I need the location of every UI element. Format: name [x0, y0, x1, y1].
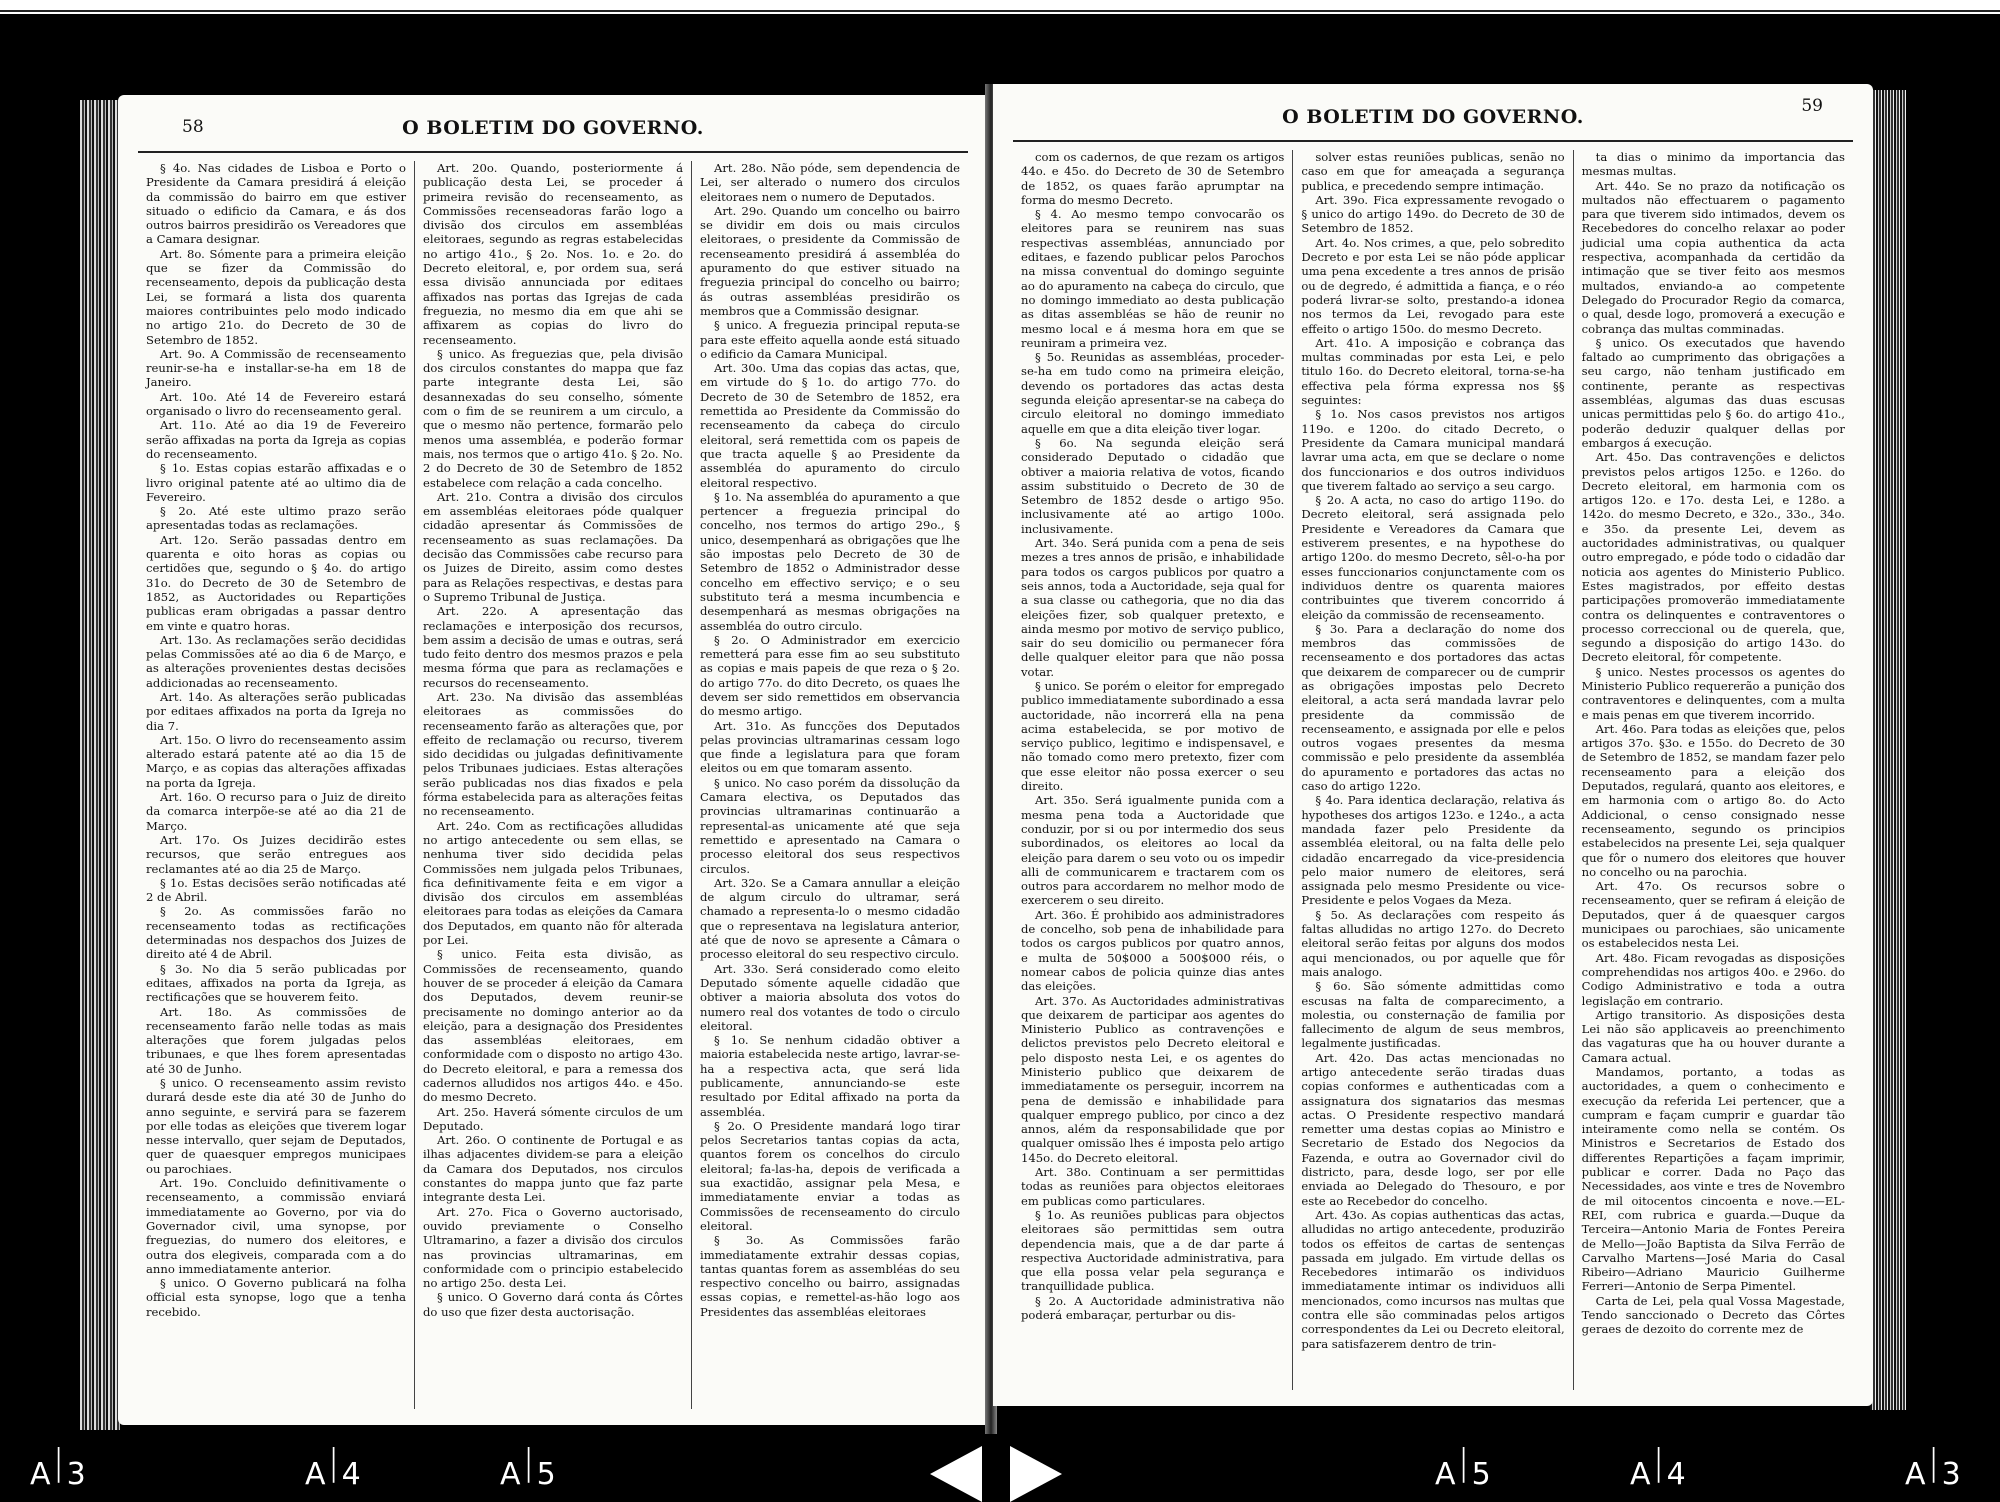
paragraph: Artigo transitorio. As disposições desta Lei não são applicaveis ao preenchimento das vagaturas que ha ou houver durante a Camara actual. [1581, 1007, 1845, 1065]
left-column-2 [415, 161, 692, 1409]
right-page-stack-edge [1870, 90, 1906, 1410]
center-arrow-right-icon [1010, 1446, 1062, 1502]
paragraph: Art. 43o. As copias authenticas das actas, alludidas no artigo antecedente, produzirão todos os effeitos de cartas de sentenças passada em julgado. Em virtude dellas os Recebedores intimarão os individuos immediatamente intimar os individuos alli mencionados, como incursos nas multas que contra elle são comminadas pelos artigos correspondentes da Lei ou Decreto eleitoral, para satisfazerem dentro de trin- [1301, 1207, 1565, 1351]
paragraph: Art. 20o. Quando, posteriormente á publicação desta Lei, se proceder á primeira revisão do recenseamento, as Commissões recenseadoras farão logo a divisão dos circulos em assembléas eleitoraes, segundo as regras estabelecidas no artigo 41o., § 2o. Nos. 1o. e 2o. do Decreto eleitoral, e, por ordem sua, será essa divisão annunciada por editaes affixados nas portas das Igrejas de cada freguezia, no mesmo dia em que ahi se affixarem as copias do livro do recenseamento. [423, 161, 683, 347]
paragraph: Art. 35o. Será igualmente punida com a mesma pena toda a Auctoridade que conduzir, por si ou por intermedio dos seus subordinados, os eleitores ao local da eleição para darem o seu voto ou os impedir alli de communicarem e tractarem com os outros para accordarem no melhor modo de exercerem o seu direito. [1021, 793, 1285, 908]
paragraph: § 5o. As declarações com respeito ás faltas alludidas no artigo 127o. do Decreto eleitoral serão feitas por alguns dos modos aqui mencionados, ou por aquelle que fôr mais analogo. [1301, 907, 1565, 979]
marker-a4-right: A|4 [1630, 1442, 1686, 1492]
paragraph: Art. 22o. A apresentação das reclamações e interposição dos recursos, bem assim a decisão de umas e outras, será tudo feito dentro dos mesmos prazos e pela mesma fórma que para as reclamações e recursos do recenseamento. [423, 604, 683, 690]
center-arrow-left-icon [930, 1446, 982, 1502]
paragraph: Art. 4o. Nos crimes, a que, pelo sobredito Decreto e por esta Lei se não póde applicar uma pena excedente a tres annos de prisão ou de degredo, é admittida a fiança, e o réo poderá livrar-se solto, prestando-a idonea nos termos da Lei, revogado para este effeito o artigo 150o. do mesmo Decreto. [1301, 235, 1565, 336]
marker-a5-left: A|5 [500, 1442, 556, 1492]
paragraph: Art. 18o. As commissões de recenseamento farão nelle todas as mais alterações que forem julgadas pelos tribunaes, e que lhes forem apresentadas até 30 de Junho. [146, 1004, 406, 1076]
right-page-header [1013, 96, 1853, 142]
right-page [993, 84, 1873, 1406]
scan-markers [0, 1430, 2000, 1502]
paragraph: Art. 31o. As funcções dos Deputados pelas provincias ultramarinas cessam logo que finde a legislatura para que foram eleitos ou em que tomaram assento. [700, 718, 960, 776]
paragraph: Art. 41o. A imposição e cobrança das multas comminadas por esta Lei, e pelo titulo 16o. do Decreto eleitoral, torna-se-ha effectiva pela fórma expressa nos §§ seguintes: [1301, 335, 1565, 408]
paragraph: § unico. No caso porém da dissolução da Camara electiva, os Deputados das provincias ultramarinas continuarão a represental-as unicamente até que seja remettido e apresentado na Camara o processo eleitoral dos seus respectivos circulos. [700, 775, 960, 876]
right-column-3 [1574, 150, 1853, 1390]
paragraph: § 2o. A acta, no caso do artigo 119o. do Decreto eleitoral, será assignada pelo Presidente e Vereadores da Camara que estiverem presentes, e na hypothese do artigo 120o. do mesmo Decreto, sêl-o-ha por esses funccionarios conjunctamente com os individuos dentre os quarenta maiores contribuintes que tiverem concorrido á eleição da commissão de recenseamento. [1301, 493, 1565, 622]
paragraph: § 1o. Nos casos previstos nos artigos 119o. e 120o. do citado Decreto, o Presidente da Camara municipal mandará lavrar uma acta, em que se declare o nome dos funccionarios e dos outros individuos que tiverem faltado ao serviço a seu cargo. [1301, 407, 1565, 493]
paragraph: Art. 23o. Na divisão das assembléas eleitoraes as commissões do recenseamento farão as alterações que, por effeito de reclamação ou recurso, tiverem sido decididas ou julgadas definitivamente pelos Tribunaes judiciaes. Estas alterações serão publicadas nos dias fixados e pela fórma estabelecida para as alterações feitas no recenseamento. [423, 689, 683, 819]
paragraph: Art. 27o. Fica o Governo auctorisado, ouvido previamente o Conselho Ultramarino, a fazer a divisão dos circulos nas provincias ultramarinas, em conformidade com o principio estabelecido no artigo 25o. desta Lei. [423, 1204, 683, 1291]
marker-a4-left: A|4 [305, 1442, 361, 1492]
paragraph: Art. 10o. Até 14 de Fevereiro estará organisado o livro do recenseamento geral. [146, 389, 406, 419]
paragraph: Art. 42o. Das actas mencionadas no artigo antecedente serão tiradas duas copias conformes e authenticadas com a assignatura dos signatarios das mesmas actas. O Presidente respectivo mandará remetter uma destas copias ao Ministro e Secretario de Estado dos Negocios da Fazenda, e outra ao Governador civil do districto, para, desde logo, ser por elle enviada ao Delegado do Thesouro, e por este ao Recebedor do concelho. [1301, 1050, 1565, 1208]
paragraph: § unico. Nestes processos os agentes do Ministerio Publico requererão a punição dos contraventores e delinquentes, com a multa e mais penas em que tiverem incorrido. [1581, 664, 1845, 722]
paragraph: § unico. As freguezias que, pela divisão dos circulos constantes do mappa que faz parte integrante desta Lei, são desannexadas do seu conselho, sómente com o fim de se reunirem a um circulo, a que o mesmo não pertence, formarão pelo menos uma assembléa, e poderão formar mais, nos termos que o artigo 41o. § 2o. No. 2 do Decreto de 30 de Setembro de 1852 estabelece com relação a cada concelho. [423, 346, 683, 490]
paragraph: § 1o. Se nenhum cidadão obtiver a maioria estabelecida neste artigo, lavrar-se-ha a respectiva acta, que será lida publicamente, annunciando-se este resultado por Edital affixado na porta da assembléa. [700, 1033, 960, 1119]
paragraph: Art. 24o. Com as rectificações alludidas no artigo antecedente ou sem ellas, se nenhuma tiver sido decidida pelas Commissões nem julgada pelos Tribunaes, fica definitivamente feita e em vigor a divisão dos circulos em assembléas eleitoraes para todas as eleições da Camara dos Deputados, em quanto não fôr alterada por Lei. [423, 818, 683, 948]
left-page-columns [138, 161, 968, 1409]
marker-a3-left: A|3 [30, 1442, 86, 1492]
paragraph: § 1o. Estas decisões serão notificadas até 2 de Abril. [146, 875, 406, 905]
left-page-number: 58 [182, 117, 204, 137]
paragraph: Art. 32o. Se a Camara annullar a eleição de algum circulo do ultramar, será chamado a representa-lo o mesmo cidadão que o representava na legislatura anterior, até que de novo se apresente a Câmara o processo eleitoral do seu respectivo circulo. [700, 875, 960, 962]
paragraph: § 4o. Para identica declaração, relativa ás hypotheses dos artigos 123o. e 124o., a acta mandada fazer pelo Presidente da assembléa eleitoral, ou na falta delle pelo cidadão encarregado da vice-presidencia pelo maior numero de eleitores, será assignada pelo mesmo Presidente ou vice-Presidente e pelos Vogaes da Meza. [1301, 793, 1565, 908]
paragraph: § 2o. O Presidente mandará logo tirar pelos Secretarios tantas copias da acta, quantos forem os concelhos do circulo eleitoral; fa-las-ha, depois de verificada a sua exactidão, assignar pela Mesa, e immediatamente enviar a todas as Commissões de recenseamento do circulo eleitoral. [700, 1118, 960, 1233]
marker-a3-right: A|3 [1905, 1442, 1961, 1492]
paragraph: Art. 15o. O livro do recenseamento assim alterado estará patente até ao dia 15 de Março, e as copias das alterações affixadas na porta da Igreja. [146, 732, 406, 790]
right-page-title: O BOLETIM DO GOVERNO. [1282, 106, 1584, 128]
paragraph: § 2o. O Administrador em exercicio remetterá para esse fim ao seu substituto as copias e mais papeis de que reza o § 2o. do artigo 77o. do dito Decreto, os quaes lhe devem ser sido remettidos em observancia do mesmo artigo. [700, 632, 960, 719]
paragraph: Art. 26o. O continente de Portugal e as ilhas adjacentes dividem-se para a eleição da Camara dos Deputados, nos circulos constantes do mappa junto que faz parte integrante desta Lei. [423, 1133, 683, 1205]
paragraph: Art. 19o. Concluido definitivamente o recenseamento, a commissão enviará immediatamente ao Governo, por via do Governador civil, uma synopse, por freguezias, do numero dos eleitores, e outra dos elegiveis, comparada com a do anno immediatamente anterior. [146, 1176, 406, 1276]
paragraph: com os cadernos, de que rezam os artigos 44o. e 45o. do Decreto de 30 de Setembro de 1852, os quaes farão aprumptar na forma do mesmo Decreto. [1021, 150, 1285, 207]
right-page-columns [1013, 150, 1853, 1390]
paragraph: § unico. O Governo publicará na folha official esta synopse, logo que a tenha recebido. [146, 1276, 406, 1319]
paragraph: Art. 17o. Os Juizes decidirão estes recursos, que serão entregues aos reclamantes até ao dia 25 de Março. [146, 832, 406, 876]
marker-a5-right: A|5 [1435, 1442, 1491, 1492]
paragraph: § 2o. A Auctoridade administrativa não poderá embaraçar, perturbar ou dis- [1021, 1293, 1285, 1323]
paragraph: Art. 30o. Uma das copias das actas, que, em virtude do § 1o. do artigo 77o. do Decreto de 30 de Setembro de 1852, era remettida ao Presidente da Commissão do recenseamento da cabeça do circulo eleitoral, será remettida com os papeis de que tracta aquelle § ao Presidente da assembléa do apuramento do circulo eleitoral respectivo. [700, 361, 960, 490]
paragraph: § 3o. Para a declaração do nome dos membros das commissões de recenseamento e dos portadores das actas que deixarem de comparecer ou de cumprir as obrigações impostas pelo Decreto eleitoral, a acta será mandada lavrar pelo presidente da commissão de recenseamento, e assignada por elle e pelos outros vogaes presentes da mesma commissão e pelo presidente da assembléa do apuramento e portadores das actas no caso do artigo 122o. [1301, 621, 1565, 794]
paragraph: Art. 38o. Continuam a ser permittidas todas as reuniões para objectos eleitoraes em publicas como particulares. [1021, 1165, 1285, 1208]
paragraph: Art. 36o. É prohibido aos administradores de concelho, sob pena de inhabilidade para todos os cargos publicos por quatro annos, e multa de 50$000 a 500$000 réis, o nomear cabos de policia quinze dias antes das eleições. [1021, 907, 1285, 994]
paragraph: § 1o. As reuniões publicas para objectos eleitoraes são permittidas sem outra dependencia mais, que a de dar parte á respectiva Auctoridade administrativa, para que ella possa velar pela segurança e tranquillidade publica. [1021, 1207, 1285, 1294]
paragraph: § 4o. Nas cidades de Lisboa e Porto o Presidente da Camara presidirá á eleição da commissão do bairro em que estiver situado o edificio da Camara, e ás dos outros bairros presidirão os Vereadores que a Camara designar. [146, 161, 406, 247]
paragraph: Art. 16o. O recurso para o Juiz de direito da comarca interpõe-se até ao dia 21 de Março. [146, 790, 406, 833]
paragraph: § unico. Feita esta divisão, as Commissões de recenseamento, quando houver de se proceder á eleição da Camara dos Deputados, devem reunir-se precisamente no domingo anterior ao da eleição, para a designação dos Presidentes das assembléas eleitoraes, em conformidade com o disposto no artigo 43o. do Decreto eleitoral, e para a remessa dos cadernos alludidos nos artigos 44o. e 45o. do mesmo Decreto. [423, 947, 683, 1105]
paragraph: Art. 13o. As reclamações serão decididas pelas Commissões até ao dia 6 de Março, e as alterações provenientes destas decisões addicionadas ao recenseamento. [146, 632, 406, 690]
paragraph: Art. 33o. Será considerado como eleito Deputado sómente aquelle cidadão que obtiver a maioria absoluta dos votos do numero real dos votantes de todo o circulo eleitoral. [700, 961, 960, 1033]
paragraph: § unico. Se porém o eleitor for empregado publico immediatamente subordinado a essa auctoridade, não incorrerá ella na pena acima estabelecida, se por motivo de serviço publico, legitimo e indispensavel, e não tomado como mero pretexto, fizer com que esse eleitor não possa exercer o seu direito. [1021, 678, 1285, 794]
paragraph: Art. 9o. A Commissão de recenseamento reunir-se-ha e installar-se-ha em 18 de Janeiro. [146, 346, 406, 390]
paragraph: Art. 11o. Até ao dia 19 de Fevereiro serão affixadas na porta da Igreja as copias do recenseamento. [146, 418, 406, 461]
paragraph: § unico. A freguezia principal reputa-se para este effeito aquella aonde está situado o edificio da Camara Municipal. [700, 318, 960, 361]
paragraph: § 2o. As commissões farão no recenseamento todas as rectificações determinadas nos despachos dos Juizes de direito até 4 de Abril. [146, 904, 406, 962]
paragraph: ta dias o minimo da importancia das mesmas multas. [1581, 150, 1845, 179]
left-page-header [138, 117, 968, 153]
paragraph: § 4. Ao mesmo tempo convocarão os eleitores para se reunirem nas suas respectivas assembléas, annunciado por editaes, e fazendo publicar pelos Parochos na missa conventual do domingo seguinte ao do apuramento na cabeça do circulo, que no domingo immediato ao desta publicação as ditas assembléas se hão de reunir no mesmo local e á mesma hora em que se reuniram a primeira vez. [1021, 207, 1285, 350]
paragraph: § unico. Os executados que havendo faltado ao cumprimento das obrigações a seu cargo, não tenham justificado em continente, perante as respectivas assembléas, algumas das duas escusas unicas permittidas pelo § 6o. do artigo 41o., poderão deduzir qualquer dellas por embargos á execução. [1581, 335, 1845, 450]
paragraph: § 5o. Reunidas as assembléas, proceder-se-ha em tudo como na primeira eleição, devendo os portadores das actas desta segunda eleição apresentar-se na cabeça do circulo eleitoral no domingo immediato aquelle em que a dita eleição tiver logar. [1021, 350, 1285, 436]
paragraph: Art. 44o. Se no prazo da notificação os multados não effectuarem o pagamento para que tiverem sido intimados, devem os Recebedores do concelho relaxar ao poder judicial uma copia authentica da acta respectiva, acompanhada da certidão da intimação que se tiver feito aos mesmos multados, enviando-a ao competente Delegado do Procurador Regio da comarca, o qual, desde logo, promoverá a execução e cobrança das multas comminadas. [1581, 178, 1845, 336]
paragraph: § 3o. No dia 5 serão publicadas por editaes, affixados na porta da Igreja, as rectificações que se houverem feito. [146, 961, 406, 1005]
right-column-1 [1013, 150, 1293, 1390]
paragraph: Carta de Lei, pela qual Vossa Magestade, Tendo sanccionado o Decreto das Côrtes geraes de dezoito do corrente mez de [1581, 1293, 1845, 1337]
paragraph: Art. 29o. Quando um concelho ou bairro se dividir em dois ou mais circulos eleitoraes, o presidente da Commissão de recenseamento presidirá á assembléa do apuramento do que estiver situado na freguezia principal do concelho ou bairro; ás outras assembléas presidirão os membros que a Commissão designar. [700, 203, 960, 318]
paragraph: Art. 34o. Será punida com a pena de seis mezes a tres annos de prisão, e inhabilidade para todos os cargos publicos por quatro a seis annos, toda a Auctoridade, seja qual for a sua classe ou cathegoria, que no dia das eleições fizer, sob qualquer pretexto, e ainda mesmo por motivo de serviço publico, sair do seu domicilio ou permanecer fóra delle qualquer eleitor para que não possa votar. [1021, 536, 1285, 679]
paragraph: Art. 39o. Fica expressamente revogado o § unico do artigo 149o. do Decreto de 30 de Setembro de 1852. [1301, 192, 1565, 236]
paragraph: solver estas reuniões publicas, senão no caso em que for ameaçada a segurança publica, e precedendo sempre intimação. [1301, 150, 1565, 193]
left-page [118, 95, 988, 1425]
paragraph: Art. 14o. As alterações serão publicadas por editaes affixados na porta da Igreja no dia 7. [146, 689, 406, 733]
paragraph: § unico. O Governo dará conta ás Côrtes do uso que fizer desta auctorisação. [423, 1290, 683, 1319]
paragraph: Art. 21o. Contra a divisão dos circulos em assembléas eleitoraes póde qualquer cidadão apresentar ás Commissões de recenseamento as suas reclamações. Da decisão das Commissões cabe recurso para os Juizes de Direito, assim como destes para as Relações respectivas, e destas para o Supremo Tribunal de Justiça. [423, 489, 683, 604]
paragraph: Art. 8o. Sómente para a primeira eleição que se fizer da Commissão do recenseamento, depois da publicação desta Lei, se formará a lista dos quarenta maiores contribuintes pelo modo indicado no artigo 21o. do Decreto de 30 de Setembro de 1852. [146, 246, 406, 347]
paragraph: § 1o. Estas copias estarão affixadas e o livro original patente até ao ultimo dia de Fevereiro. [146, 461, 406, 504]
paragraph: § unico. O recenseamento assim revisto durará desde este dia até 30 de Junho do anno seguinte, e servirá para se fazerem por elle todas as eleições que tiverem logar nesse intervallo, quer sejam de Deputados, quer de quaesquer empregos municipaes ou parochiaes. [146, 1076, 406, 1176]
paragraph: Art. 37o. As Auctoridades administrativas que deixarem de participar aos agentes do Ministerio Publico as contravenções e delictos previstos pelo Decreto eleitoral e pelo disposto nesta Lei, e os agentes do Ministerio publico que deixarem de immediatamente os perseguir, incorrem na pena de demissão e inhabilidade para qualquer emprego publico, por cinco a dez annos, além da responsabilidade que por qualquer omissão lhes é imposta pelo artigo 145o. do Decreto eleitoral. [1021, 993, 1285, 1165]
left-page-stack-edge [80, 100, 120, 1430]
paragraph: § 1o. Na assembléa do apuramento a que pertencer a freguezia principal do concelho, nos termos do artigo 29o., § unico, desempenhará as obrigações que lhe são impostas pelo Decreto de 30 de Setembro de 1852 o Administrador desse concelho em effectivo serviço; e o seu substituto terá a mesma incumbencia e desempenhará as mesmas obrigações na assembléa do outro circulo. [700, 489, 960, 633]
paragraph: Art. 25o. Haverá sómente circulos de um Deputado. [423, 1104, 683, 1133]
left-column-1 [138, 161, 415, 1409]
paragraph: Art. 47o. Os recursos sobre o recenseamento, quer se refiram á eleição de Deputados, quer á de quaesquer cargos municipaes ou parochiaes, são unicamente os estabelecidos nesta Lei. [1581, 879, 1845, 951]
scanner-top-strip [0, 0, 2000, 14]
paragraph: Art. 46o. Para todas as eleições que, pelos artigos 37o. §3o. e 155o. do Decreto de 30 de Setembro de 1852, se mandam fazer pelo recenseamento para a eleição dos Deputados, regulará, quanto aos eleitores, e em harmonia com o artigo 8o. do Acto Addicional, o censo consignado nesse recenseamento, segundo os principios estabelecidos na presente Lei, seja qualquer que fôr o numero dos eleitores que houver no concelho ou na parochia. [1581, 721, 1845, 879]
paragraph: Art. 48o. Ficam revogadas as disposições comprehendidas nos artigos 40o. e 296o. do Codigo Administrativo e toda a outra legislação em contrario. [1581, 950, 1845, 1008]
paragraph: Art. 12o. Serão passadas dentro em quarenta e oito horas as copias ou certidões que, segundo o § 4o. do artigo 31o. do Decreto de 30 de Setembro de 1852, as Auctoridades ou Repartições publicas eram obrigadas a passar dentro em vinte e quatro horas. [146, 532, 406, 633]
paragraph: § 2o. Até este ultimo prazo serão apresentadas todas as reclamações. [146, 504, 406, 533]
left-page-title: O BOLETIM DO GOVERNO. [402, 117, 704, 139]
paragraph: Mandamos, portanto, a todas as auctoridades, a quem o conhecimento e execução da referida Lei pertencer, que a cumpram e façam cumprir e guardar tão inteiramente como nella se contém. Os Ministros e Secretarios de Estado dos differentes Repartições a façam imprimir, publicar e correr. Dada no Paço das Necessidades, aos vinte e tres de Novembro de mil oitocentos cincoenta e nove.—EL-REI, com rubrica e guarda.—Duque da Terceira—Antonio Maria de Fontes Pereira de Mello—João Baptista da Silva Ferrão de Carvalho Martens—José Maria do Casal Ribeiro—Adriano Mauricio Guilherme Ferreri—Antonio de Serpa Pimentel. [1581, 1065, 1845, 1294]
right-page-number: 59 [1801, 96, 1823, 116]
paragraph: § 6o. São sómente admittidas como escusas na falta de comparecimento, a molestia, ou consternação de familia por fallecimento de algum de seus membros, legalmente justificadas. [1301, 979, 1565, 1051]
paragraph: § 6o. Na segunda eleição será considerado Deputado o cidadão que obtiver a maioria relativa de votos, ficando assim substituido o Decreto de 30 de Setembro de 1852 desde o artigo 95o. inclusivamente até ao artigo 100o. inclusivamente. [1021, 435, 1285, 536]
paragraph: Art. 28o. Não póde, sem dependencia de Lei, ser alterado o numero dos circulos eleitoraes nem o numero de Deputados. [700, 161, 960, 204]
paragraph: § 3o. As Commissões farão immediatamente extrahir dessas copias, tantas quantas forem as assembléas do seu respectivo concelho ou bairro, assignadas essas copias, e remettel-as-hão logo aos Presidentes das assembléas eleitoraes [700, 1233, 960, 1319]
right-column-2 [1293, 150, 1573, 1390]
left-column-3 [692, 161, 968, 1409]
paragraph: Art. 45o. Das contravenções e delictos previstos pelos artigos 125o. e 126o. do Decreto eleitoral, em harmonia com os artigos 12o. e 17o. desta Lei, e 128o. a 142o. do mesmo Decreto, e 32o., 33o., 34o. e 35o. da presente Lei, devem as auctoridades administrativas, ou qualquer outro empregado, e póde todo o cidadão dar noticia aos agentes do Ministerio Publico. Estes magistrados, por effeito destas participações promoverão immediatamente contra os delinquentes e contraventores o processo correccional ou de querela, que, segundo a disposição do artigo 143o. do Decreto eleitoral, fôr competente. [1581, 450, 1845, 665]
